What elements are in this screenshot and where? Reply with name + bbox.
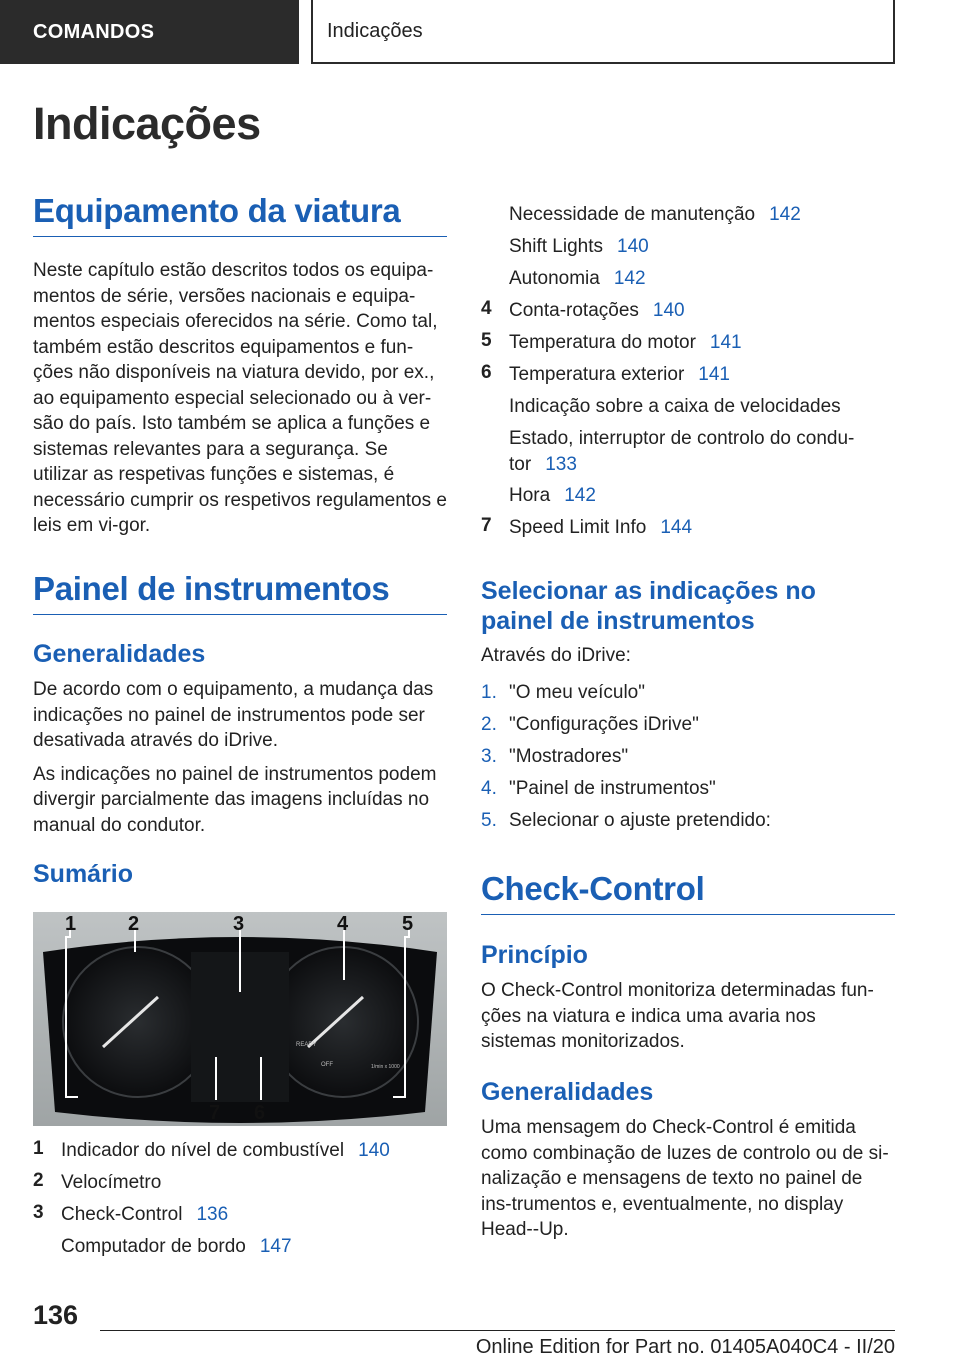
heading-check-control: Check-Control	[481, 870, 895, 915]
callout-6: 6	[254, 1102, 266, 1124]
page-title: Indicações	[33, 98, 261, 149]
legend-number: 5	[481, 330, 492, 351]
equipamento-text	[33, 258, 447, 547]
legend-right	[481, 202, 895, 547]
principio-paragraph: O Check-Control monitoriza determinadas fun-ções na viatura e indica uma avaria nos sistemas monitorizados.	[481, 980, 874, 1052]
legend-number: 2	[33, 1170, 44, 1191]
legend-text: Hora 142	[509, 485, 596, 506]
step-number: 3.	[481, 746, 497, 767]
legend-text: Temperatura do motor 141	[509, 332, 742, 353]
legend-text: Temperatura exterior 141	[509, 364, 730, 385]
legend-text: Indicador do nível de combustível 140	[61, 1140, 390, 1161]
legend-number: 3	[33, 1202, 44, 1223]
callout-4: 4	[337, 913, 349, 935]
step-number: 4.	[481, 778, 497, 799]
legend-text: Check-Control 136	[61, 1204, 229, 1225]
callout-5: 5	[402, 913, 414, 935]
page-ref-link[interactable]: 142	[564, 485, 596, 506]
legend-number: 6	[481, 362, 492, 383]
generalidades-text	[33, 677, 447, 846]
legend-item	[481, 483, 895, 515]
page-ref-link[interactable]: 147	[259, 1236, 292, 1257]
step-text: "Mostradores"	[509, 746, 629, 767]
callout-1: 1	[65, 913, 77, 935]
step-item	[481, 778, 895, 810]
legend-text: Speed Limit Info 144	[509, 517, 693, 538]
step-text: Selecionar o ajuste pretendido:	[509, 810, 771, 831]
heading-sumario: Sumário	[33, 860, 134, 888]
legend-text: Computador de bordo 147	[61, 1236, 292, 1257]
step-text: "Painel de instrumentos"	[509, 778, 716, 799]
legend-item	[481, 362, 895, 394]
legend-item	[33, 1170, 447, 1202]
legend-number: 4	[481, 298, 492, 319]
legend-item	[33, 1138, 447, 1170]
footer-divider	[100, 1330, 895, 1331]
generalidades-check-paragraph: Uma mensagem do Check-Control é emitida como combinação de luzes de controlo ou de si-nalização e mensagens de texto no painel de ins-trumentos e, eventualmente, no display Head--Up.	[481, 1117, 889, 1240]
step-item	[481, 810, 895, 842]
step-item	[481, 682, 895, 714]
generalidades-p1: De acordo com o equipamento, a mudança das indicações no painel de instrumentos pode ser desativada através do iDrive.	[33, 679, 434, 751]
step-text: "O meu veículo"	[509, 682, 645, 703]
page-ref-link[interactable]: 142	[769, 204, 801, 225]
heading-generalidades: Generalidades	[33, 640, 206, 668]
page-ref-link[interactable]: 142	[613, 268, 646, 289]
generalidades-p2: As indicações no painel de instrumentos podem divergir parcialmente das imagens incluídas no manual do condutor.	[33, 763, 437, 836]
legend-text: Estado, interruptor de controlo do condu-tor 133	[509, 428, 855, 475]
legend-item	[33, 1202, 447, 1234]
legend-text: Conta-rotações 140	[509, 300, 685, 321]
legend-item	[481, 515, 895, 547]
selecionar-intro: Através do iDrive:	[481, 645, 631, 666]
legend-left	[33, 1138, 447, 1266]
step-item	[481, 714, 895, 746]
legend-item	[33, 1234, 447, 1266]
heading-equipamento: Equipamento da viatura	[33, 192, 447, 237]
page-ref-link[interactable]: 140	[358, 1140, 390, 1161]
equipamento-paragraph: Neste capítulo estão descritos todos os equipa-mentos de série, versões nacionais e equipa-mentos especiais oferecidos na série. Como tal, também estão descritos equipamentos e fun-ções não disponíveis na viatura devido, por ex., ao equipamento especial selecionado ou à ver-são do país. Isto também se aplica a funções e sistemas relevantes para a segurança. Se utilizar as respetivas funções e sistemas, é necessário cumprir os respetivos regulamentos e leis em vi-gor.	[33, 260, 447, 536]
legend-item	[481, 394, 895, 426]
step-text: "Configurações iDrive"	[509, 714, 699, 735]
legend-text: Necessidade de manutenção 142	[509, 204, 801, 225]
instrument-cluster-image	[33, 912, 447, 1126]
page-ref-link[interactable]: 136	[196, 1204, 229, 1225]
legend-text: Shift Lights 140	[509, 236, 649, 257]
legend-item	[481, 330, 895, 362]
legend-item	[481, 426, 895, 483]
legend-text: Velocímetro	[61, 1172, 162, 1193]
step-number: 2.	[481, 714, 497, 735]
page-ref-link[interactable]: 141	[698, 364, 730, 385]
callout-3: 3	[233, 913, 245, 935]
heading-principio: Princípio	[481, 941, 588, 969]
heading-generalidades-check: Generalidades	[481, 1078, 654, 1106]
page-number: 136	[33, 1300, 79, 1330]
heading-painel: Painel de instrumentos	[33, 570, 447, 615]
callout-7: 7	[209, 1102, 221, 1124]
legend-number: 7	[481, 515, 492, 536]
page-ref-link[interactable]: 140	[617, 236, 649, 257]
legend-item	[481, 234, 895, 266]
step-number: 1.	[481, 682, 497, 703]
legend-item	[481, 202, 895, 234]
legend-number: 1	[33, 1138, 44, 1159]
page-ref-link[interactable]: 141	[709, 332, 742, 353]
page-ref-link[interactable]: 133	[545, 453, 577, 475]
legend-text: Indicação sobre a caixa de velocidades	[509, 396, 841, 417]
step-item	[481, 746, 895, 778]
generalidades-check-text	[481, 1115, 895, 1251]
heading-selecionar: Selecionar as indicações no painel de instrumentos	[481, 577, 816, 635]
chapter-tab: COMANDOS	[0, 0, 299, 64]
page-ref-link[interactable]: 144	[660, 517, 693, 538]
instrument-cluster-svg	[33, 912, 447, 1126]
off-label: OFF	[321, 1062, 333, 1068]
legend-item	[481, 266, 895, 298]
ready-label: READY	[296, 1042, 317, 1048]
principio-text	[481, 978, 895, 1063]
footer-edition: Online Edition for Part no. 01405A040C4 - II/20	[475, 1336, 895, 1358]
step-number: 5.	[481, 810, 497, 831]
rpm-label: 1/min x 1000	[371, 1064, 400, 1070]
section-header: Indicações	[311, 0, 895, 64]
callout-2: 2	[128, 913, 140, 935]
legend-text: Autonomia 142	[509, 268, 646, 289]
page-ref-link[interactable]: 140	[652, 300, 685, 321]
selecionar-steps	[481, 682, 895, 842]
legend-item	[481, 298, 895, 330]
